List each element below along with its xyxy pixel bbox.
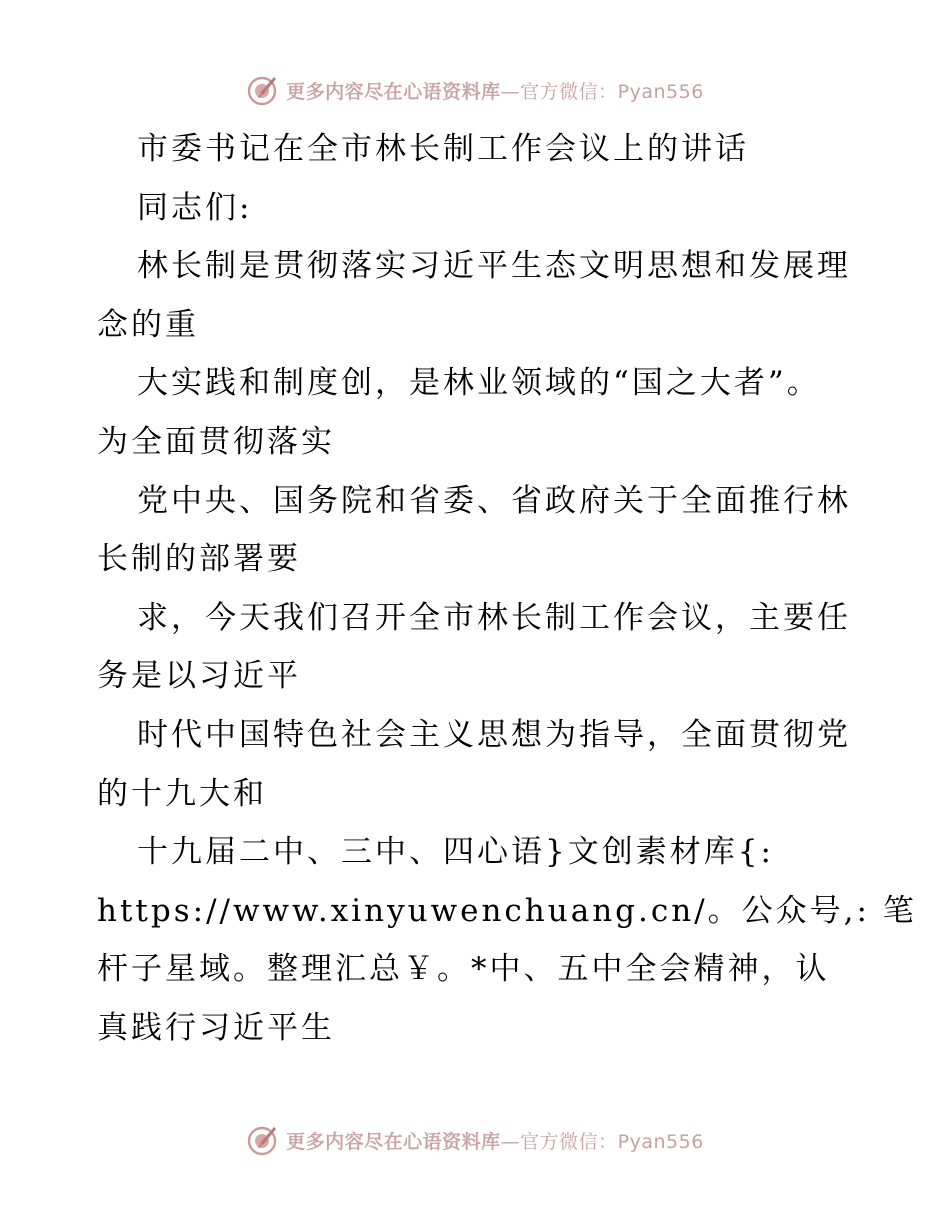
paragraph-line: 为全面贯彻落实: [97, 423, 335, 460]
watermark-brand: 更多内容尽在心语资料库: [286, 80, 501, 103]
watermark-contact: 官方微信：Pyan556: [520, 80, 704, 103]
paragraph-line: 念的重: [97, 306, 199, 343]
watermark-text: [286, 1127, 704, 1154]
quill-seal-icon: [246, 73, 280, 107]
header-watermark: [0, 72, 950, 108]
paragraph-line: 的十九大和: [97, 775, 267, 812]
paragraph-line: 时代中国特色社会主义思想为指导，全面贯彻党: [137, 716, 851, 753]
paragraph-line: 真践行习近平生: [97, 1009, 335, 1046]
watermark-brand: 更多内容尽在心语资料库: [286, 1130, 501, 1153]
document-title: 市委书记在全市林长制工作会议上的讲话: [137, 131, 749, 167]
paragraph-line: 大实践和制度创，是林业领域的“国之大者”。: [137, 365, 821, 402]
document-body: [97, 120, 917, 1058]
watermark-contact: 官方微信：Pyan556: [520, 1130, 704, 1153]
paragraph-line: 十九届二中、三中、四心语}文创素材库{:: [137, 834, 774, 871]
watermark-dash: —: [500, 80, 521, 103]
paragraph-line: 党中央、国务院和省委、省政府关于全面推行林: [137, 482, 851, 519]
paragraph-line: 杆子星域。整理汇总￥。*中、五中全会精神，认: [97, 951, 830, 988]
watermark-dash: —: [500, 1130, 521, 1153]
footer-watermark: [0, 1122, 950, 1158]
quill-seal-icon: [246, 1123, 280, 1157]
watermark-text: [286, 77, 704, 104]
paragraph-line: 林长制是贯彻落实习近平生态文明思想和发展理: [137, 248, 851, 285]
paragraph-line: https://www.xinyuwenchuang.cn/。公众号,: 笔: [97, 892, 917, 929]
paragraph-line: 务是以习近平: [97, 658, 301, 695]
paragraph-line: 求，今天我们召开全市林长制工作会议，主要任: [137, 599, 851, 636]
paragraph-line: 长制的部署要: [97, 541, 301, 578]
greeting: 同志们:: [137, 189, 253, 226]
